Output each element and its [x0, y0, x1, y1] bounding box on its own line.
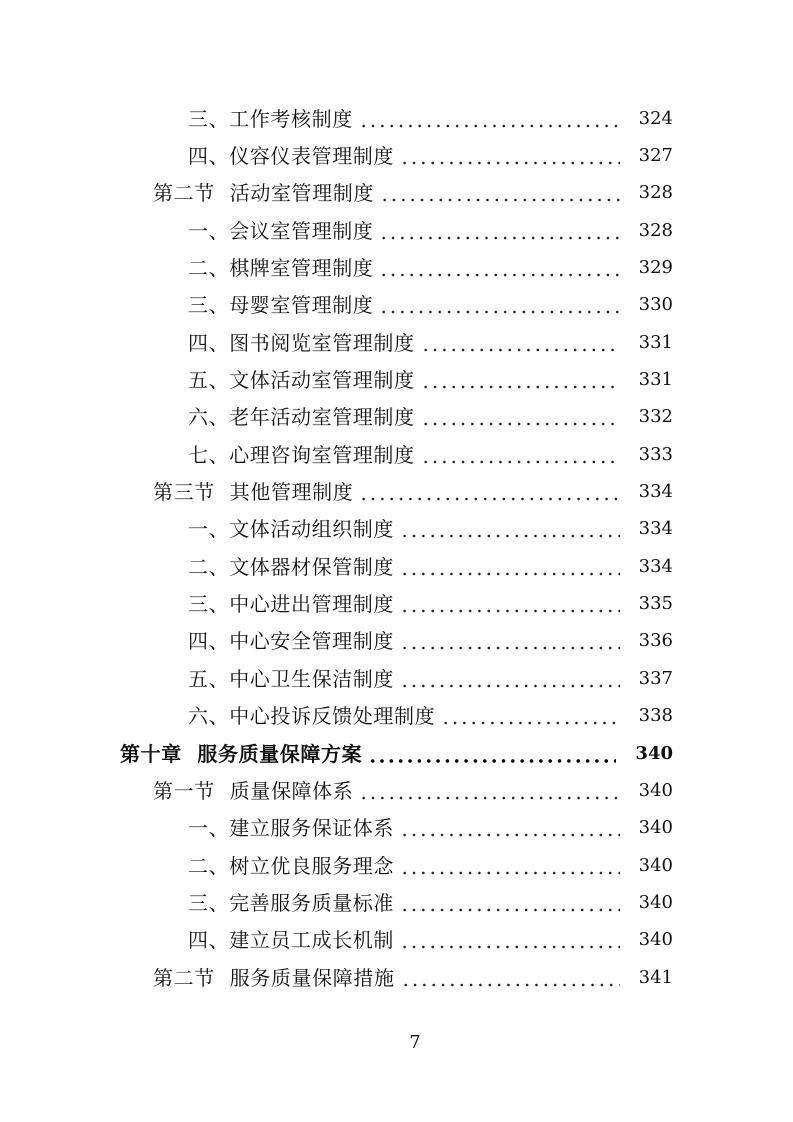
toc-item-entry [0, 100, 793, 137]
toc-entry-title: 四、仪容仪表管理制度 [188, 144, 394, 169]
dot-leader [401, 968, 620, 988]
toc-entry-title: 三、完善服务质量标准 [188, 890, 394, 915]
toc-entry-page: 340 [638, 891, 673, 913]
toc-entry-page: 330 [638, 294, 673, 316]
toc-entry-title: 二、树立优良服务理念 [188, 853, 394, 878]
toc-item-entry [0, 623, 793, 660]
toc-entry-page: 335 [638, 593, 673, 615]
toc-item-entry [0, 847, 793, 884]
dot-leader [400, 557, 620, 577]
dot-leader [379, 295, 619, 315]
toc-entry-page: 340 [635, 742, 673, 764]
toc-item-entry [0, 361, 793, 398]
toc-entry-title: 二、文体器材保管制度 [188, 554, 394, 579]
toc-entry-title: 第一节 质量保障体系 [153, 778, 354, 803]
toc-item-entry [0, 436, 793, 473]
toc-entry-title: 六、中心投诉反馈处理制度 [188, 704, 436, 729]
toc-entry-title: 第二节 活动室管理制度 [153, 181, 374, 206]
dot-leader [400, 669, 620, 689]
toc-item-entry [0, 249, 793, 286]
dot-leader [359, 781, 619, 801]
toc-entry-title: 三、母婴室管理制度 [188, 293, 374, 318]
toc-entry-page: 337 [638, 667, 673, 689]
dot-leader [400, 930, 620, 950]
toc-item-entry [0, 585, 793, 622]
dot-leader [359, 109, 620, 129]
toc-item-entry [0, 548, 793, 585]
dot-leader [400, 893, 620, 913]
toc-entry-title: 一、建立服务保证体系 [188, 816, 394, 841]
toc-entry-page: 333 [638, 443, 673, 465]
toc-entry-page: 324 [638, 107, 673, 129]
toc-entry-page: 340 [638, 817, 673, 839]
dot-leader [400, 519, 620, 539]
dot-leader [421, 445, 620, 465]
dot-leader [368, 744, 616, 764]
toc-entry-title: 六、老年活动室管理制度 [188, 405, 415, 430]
toc-entry-page: 334 [638, 555, 673, 577]
dot-leader [379, 258, 619, 278]
dot-leader [441, 706, 619, 726]
toc-entry-page: 331 [638, 369, 673, 391]
toc-item-entry [0, 212, 793, 249]
toc-entry-page: 338 [638, 705, 673, 727]
toc-item-entry [0, 511, 793, 548]
toc-entry-page: 332 [638, 406, 673, 428]
toc-item-entry [0, 399, 793, 436]
dot-leader [400, 594, 620, 614]
toc-entry-page: 328 [638, 219, 673, 241]
toc-entry-page: 328 [638, 182, 673, 204]
toc-entry-page: 336 [638, 630, 673, 652]
dot-leader [400, 631, 620, 651]
dot-leader [400, 818, 620, 838]
toc-item-entry [0, 287, 793, 324]
dot-leader [380, 183, 620, 203]
toc-entry-title: 第二节 服务质量保障措施 [153, 965, 395, 990]
toc-entry-title: 第三节 其他管理制度 [153, 480, 354, 505]
toc-entry-page: 327 [638, 145, 673, 167]
toc-entry-page: 341 [638, 966, 673, 988]
toc-entry-title: 二、棋牌室管理制度 [188, 256, 374, 281]
dot-leader [400, 856, 620, 876]
toc-entry-title: 第十章 服务质量保障方案 [120, 741, 363, 766]
toc-section-entry [0, 175, 793, 212]
toc-item-entry [0, 660, 793, 697]
toc-entry-title: 四、图书阅览室管理制度 [188, 330, 415, 355]
dot-leader [400, 146, 620, 166]
toc-entry-page: 340 [638, 854, 673, 876]
toc-entry-page: 340 [638, 929, 673, 951]
toc-entry-title: 一、会议室管理制度 [188, 218, 374, 243]
toc-entry-page: 331 [638, 331, 673, 353]
dot-leader [359, 482, 619, 502]
toc-section-entry [0, 959, 793, 996]
toc-entry-title: 四、中心安全管理制度 [188, 629, 394, 654]
dot-leader [421, 333, 620, 353]
toc-entry-page: 340 [638, 779, 673, 801]
toc-entry-title: 三、工作考核制度 [188, 106, 353, 131]
dot-leader [421, 407, 620, 427]
toc-entry-page: 329 [638, 257, 673, 279]
toc-item-entry [0, 324, 793, 361]
toc-entry-page: 334 [638, 518, 673, 540]
toc-entry-title: 五、中心卫生保洁制度 [188, 666, 394, 691]
toc-section-entry [0, 473, 793, 510]
toc-chapter-entry [0, 735, 793, 772]
toc-entry-title: 五、文体活动室管理制度 [188, 368, 415, 393]
page-number: 7 [409, 1032, 421, 1053]
toc-item-entry [0, 922, 793, 959]
toc-entry-page: 334 [638, 481, 673, 503]
toc-item-entry [0, 698, 793, 735]
table-of-contents [0, 100, 793, 996]
toc-item-entry [0, 137, 793, 174]
toc-entry-title: 四、建立员工成长机制 [188, 928, 394, 953]
toc-item-entry [0, 884, 793, 921]
toc-entry-title: 一、文体活动组织制度 [188, 517, 394, 542]
toc-item-entry [0, 810, 793, 847]
dot-leader [421, 370, 620, 390]
toc-entry-title: 七、心理咨询室管理制度 [188, 442, 415, 467]
toc-entry-title: 三、中心进出管理制度 [188, 592, 394, 617]
toc-section-entry [0, 772, 793, 809]
dot-leader [379, 221, 619, 241]
